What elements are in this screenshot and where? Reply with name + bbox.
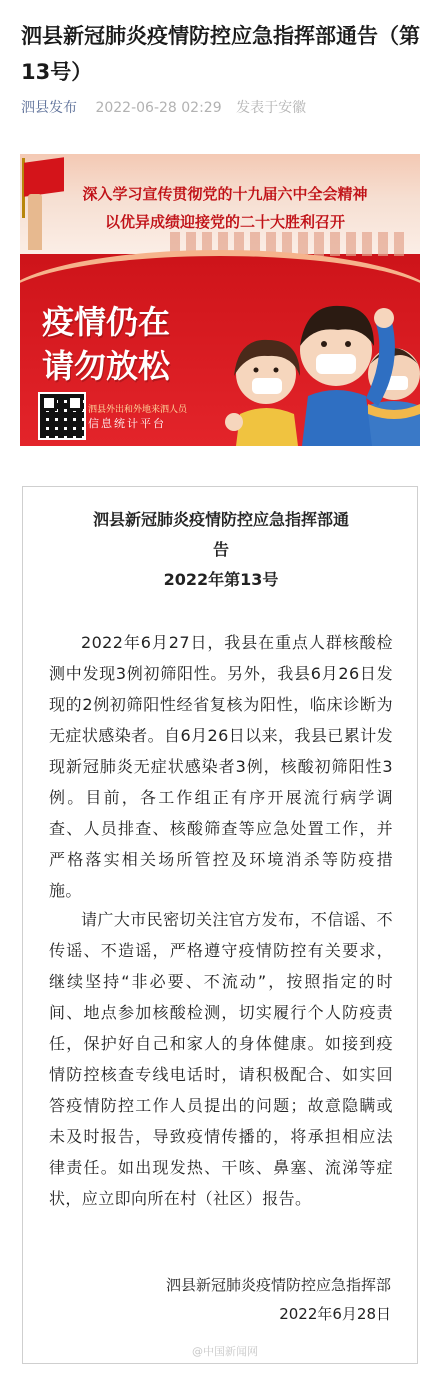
article-meta xyxy=(21,98,306,118)
notice-paragraph-1: 2022年6月27日，我县在重点人群核酸检测中发现3例初筛阳性。另外，我县6月26日发现的2例初筛阳性经省复核为阳性，临床诊断为无症状感染者。自6月26日以来，我县已累计发现新冠肺炎无症状感染者3例，核酸初筛阳性3例。目前，各工作组正有序开展流行病学调查、人员排查、核酸筛查等应急处置工作，并严格落实相关场所管控及环境消杀等防疫措施。 xyxy=(49,633,393,900)
notice-title-line-1: 泗县新冠肺炎疫情防控应急指挥部通 xyxy=(92,510,349,529)
banner-headline-2: 以优异成绩迎接党的二十大胜利召开 xyxy=(104,213,345,231)
banner-slogan-1: 疫情仍在 xyxy=(42,303,171,341)
publish-location: 发表于安徽 xyxy=(236,100,307,116)
account-name-link[interactable]: 泗县发布 xyxy=(21,100,77,116)
notice-card xyxy=(22,486,418,1364)
notice-sign-date: 2022年6月28日 xyxy=(279,1305,391,1323)
monument-icon xyxy=(28,194,42,250)
publish-date: 2022-06-28 02:29 xyxy=(95,100,222,116)
notice-number: 2022年第13号 xyxy=(163,570,279,589)
flag-icon xyxy=(24,157,64,197)
banner-image xyxy=(20,154,420,446)
notice-title-line-2: 告 xyxy=(212,540,229,559)
source-watermark: @中国新闻网 xyxy=(192,1345,258,1358)
notice-signature: 泗县新冠肺炎疫情防控应急指挥部 xyxy=(165,1276,391,1294)
qr-code-icon xyxy=(38,392,86,440)
masked-people-illustration xyxy=(216,246,420,446)
banner-slogan-2: 请勿放松 xyxy=(42,347,171,385)
platform-label-2: 信息统计平台 xyxy=(88,417,166,430)
article-title: 泗县新冠肺炎疫情防控应急指挥部通告（第13号） xyxy=(21,24,420,84)
platform-label-1: 泗县外出和外地来泗人员 xyxy=(88,405,188,415)
banner-headline-1: 深入学习宣传贯彻党的十九届六中全会精神 xyxy=(82,185,368,203)
notice-paragraph-2: 请广大市民密切关注官方发布，不信谣、不传谣、不造谣，严格遵守疫情防控有关要求，继续坚持“非必要、不流动”，按照指定的时间、地点参加核酸检测，切实履行个人防疫责任，保护好自己和家人的身体健康。如接到疫情防控核查专线电话时，请积极配合、如实回答疫情防控工作人员提出的问题；故意隐瞒或未及时报告，导致疫情传播的，将承担相应法律责任。如出现发热、干咳、鼻塞、流涕等症状，应立即向所在村（社区）报告。 xyxy=(49,910,393,1208)
